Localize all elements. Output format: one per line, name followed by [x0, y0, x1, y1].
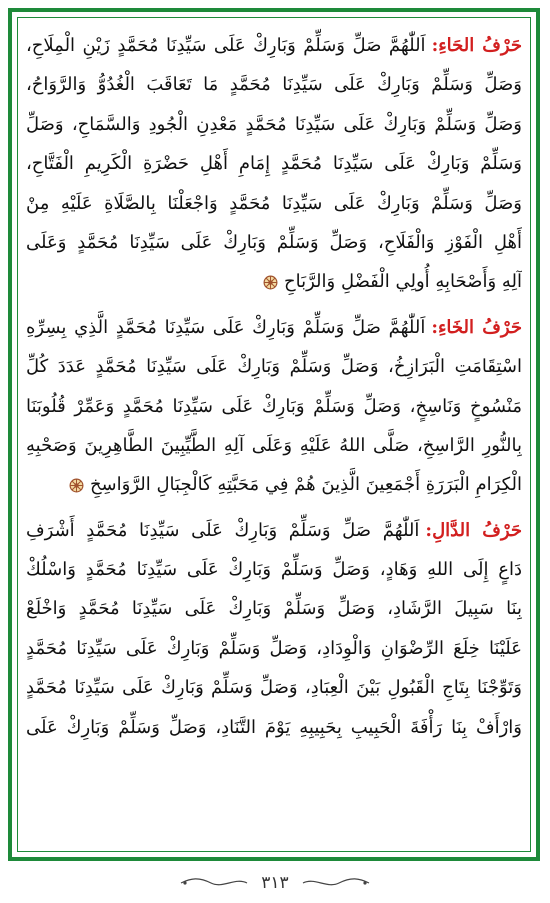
line-text: آلِهِ وَأَصْحَابِهِ أُولِي الْفَضْلِ وَالرَّبَاحِ [284, 271, 522, 293]
text-line [26, 262, 522, 301]
section-dal [26, 511, 522, 747]
text-line [26, 511, 522, 550]
rosette-ornament-icon [263, 275, 278, 290]
text-line: وَصَلِّ وَسَلِّمْ وَبَارِكْ عَلَى سَيِّدِنَا مُحَمَّدٍ وَاجْعَلْنَا بِالصَّلَاةِ عَلَيْهِ مِنْ [26, 192, 522, 214]
text-line: عَلَيْنَا خِلَعَ الرِّضْوَانِ وَالْوِدَادِ، وَصَلِّ وَسَلِّمْ وَبَارِكْ عَلَى سَيِّدِنَا مُحَمَّدٍ [26, 637, 522, 659]
text-line: وَتَوِّجْنَا بِتَاجِ الْقَبُولِ بَيْنَ الْعِبَادِ، وَصَلِّ وَسَلِّمْ وَبَارِكْ عَلَى سَيِّدِنَا مُحَمَّدٍ [26, 677, 522, 699]
text-line: وَصَلِّ وَسَلِّمْ وَبَارِكْ عَلَى سَيِّدِنَا مُحَمَّدٍ مَا تَعَاقَبَ الْغُدُوُّ وَالرَّوَاحُ، [26, 74, 522, 96]
page-number: ٣١٣ [261, 873, 289, 893]
line-text: اَللّٰهُمَّ صَلِّ وَسَلِّمْ وَبَارِكْ عَلَى سَيِّدِنَا مُحَمَّدٍ زَيْنِ الْمِلَاحِ، [26, 35, 426, 56]
section-haa [26, 26, 522, 302]
text-body [26, 26, 522, 845]
text-line: اسْتِقَامَتِ الْبَرَازِخُ، وَصَلِّ وَسَلِّمْ وَبَارِكْ عَلَى سَيِّدِنَا مُحَمَّدٍ عَدَدَ كُلِّ [26, 356, 522, 378]
text-line: بِالنُّورِ الرَّاسِخِ، صَلَّى اللهُ عَلَيْهِ وَعَلَى آلِهِ الطَّيِّبِينَ الطَّاهِرِينَ وَصَحْبِهِ [26, 434, 522, 456]
text-line: مَنْسُوخٍ وَنَاسِخٍ، وَصَلِّ وَسَلِّمْ وَبَارِكْ عَلَى سَيِّدِنَا مُحَمَّدٍ وَعَمِّرْ قُلُوبَنَا [26, 395, 522, 417]
section-heading: حَرْفُ الدَّالِ: [425, 519, 522, 541]
section-heading: حَرْفُ الخَاءِ: [431, 316, 522, 338]
page-frame [8, 8, 540, 861]
line-text: اَللّٰهُمَّ صَلِّ وَسَلِّمْ وَبَارِكْ عَلَى سَيِّدِنَا مُحَمَّدٍ الَّذِي بِسِرِّهِ [26, 316, 426, 338]
text-line [26, 308, 522, 347]
text-line: أَهْلِ الْفَوْزِ وَالْفَلَاحِ، وَصَلِّ وَسَلِّمْ وَبَارِكْ عَلَى سَيِّدِنَا مُحَمَّدٍ وَعَلَى [26, 231, 522, 253]
section-khaa [26, 308, 522, 505]
page-footer [0, 868, 550, 898]
flourish-ornament-icon [301, 876, 371, 890]
text-line: دَاعٍ إِلَى اللهِ وَهَادٍ، وَصَلِّ وَسَلِّمْ وَبَارِكْ عَلَى سَيِّدِنَا مُحَمَّدٍ وَاسْلُكْ [26, 559, 522, 581]
flourish-ornament-icon [179, 876, 249, 890]
rosette-ornament-icon [69, 478, 84, 493]
line-text: الْكِرَامِ الْبَرَرَةِ أَجْمَعِينَ الَّذِينَ هُمْ فِي مَحَبَّتِهِ كَالْجِبَالِ الرَّوَاسِخِ [89, 474, 522, 496]
text-line: وَسَلِّمْ وَبَارِكْ عَلَى سَيِّدِنَا مُحَمَّدٍ إِمَامِ أَهْلِ حَضْرَةِ الْكَرِيمِ الْفَتَّاحِ، [26, 153, 522, 175]
text-line: وَارْأَفْ بِنَا رَأْفَةَ الْحَبِيبِ بِحَبِيبِهِ يَوْمَ التَّنَادِ، وَصَلِّ وَسَلِّمْ وَبَارِكْ عَلَى [26, 716, 522, 738]
text-line [26, 465, 522, 504]
text-line: وَصَلِّ وَسَلِّمْ وَبَارِكْ عَلَى سَيِّدِنَا مُحَمَّدٍ مَعْدِنِ الْجُودِ وَالسَّمَاحِ، وَصَلِّ [26, 113, 522, 135]
section-heading: حَرْفُ الحَاءِ: [431, 35, 522, 56]
text-line: بِنَا سَبِيلَ الرَّشَادِ، وَصَلِّ وَسَلِّمْ وَبَارِكْ عَلَى سَيِّدِنَا مُحَمَّدٍ وَاخْلَعْ [26, 598, 522, 620]
text-line [26, 26, 522, 65]
line-text: اَللّٰهُمَّ صَلِّ وَسَلِّمْ وَبَارِكْ عَلَى سَيِّدِنَا مُحَمَّدٍ أَشْرَفِ [26, 519, 420, 541]
